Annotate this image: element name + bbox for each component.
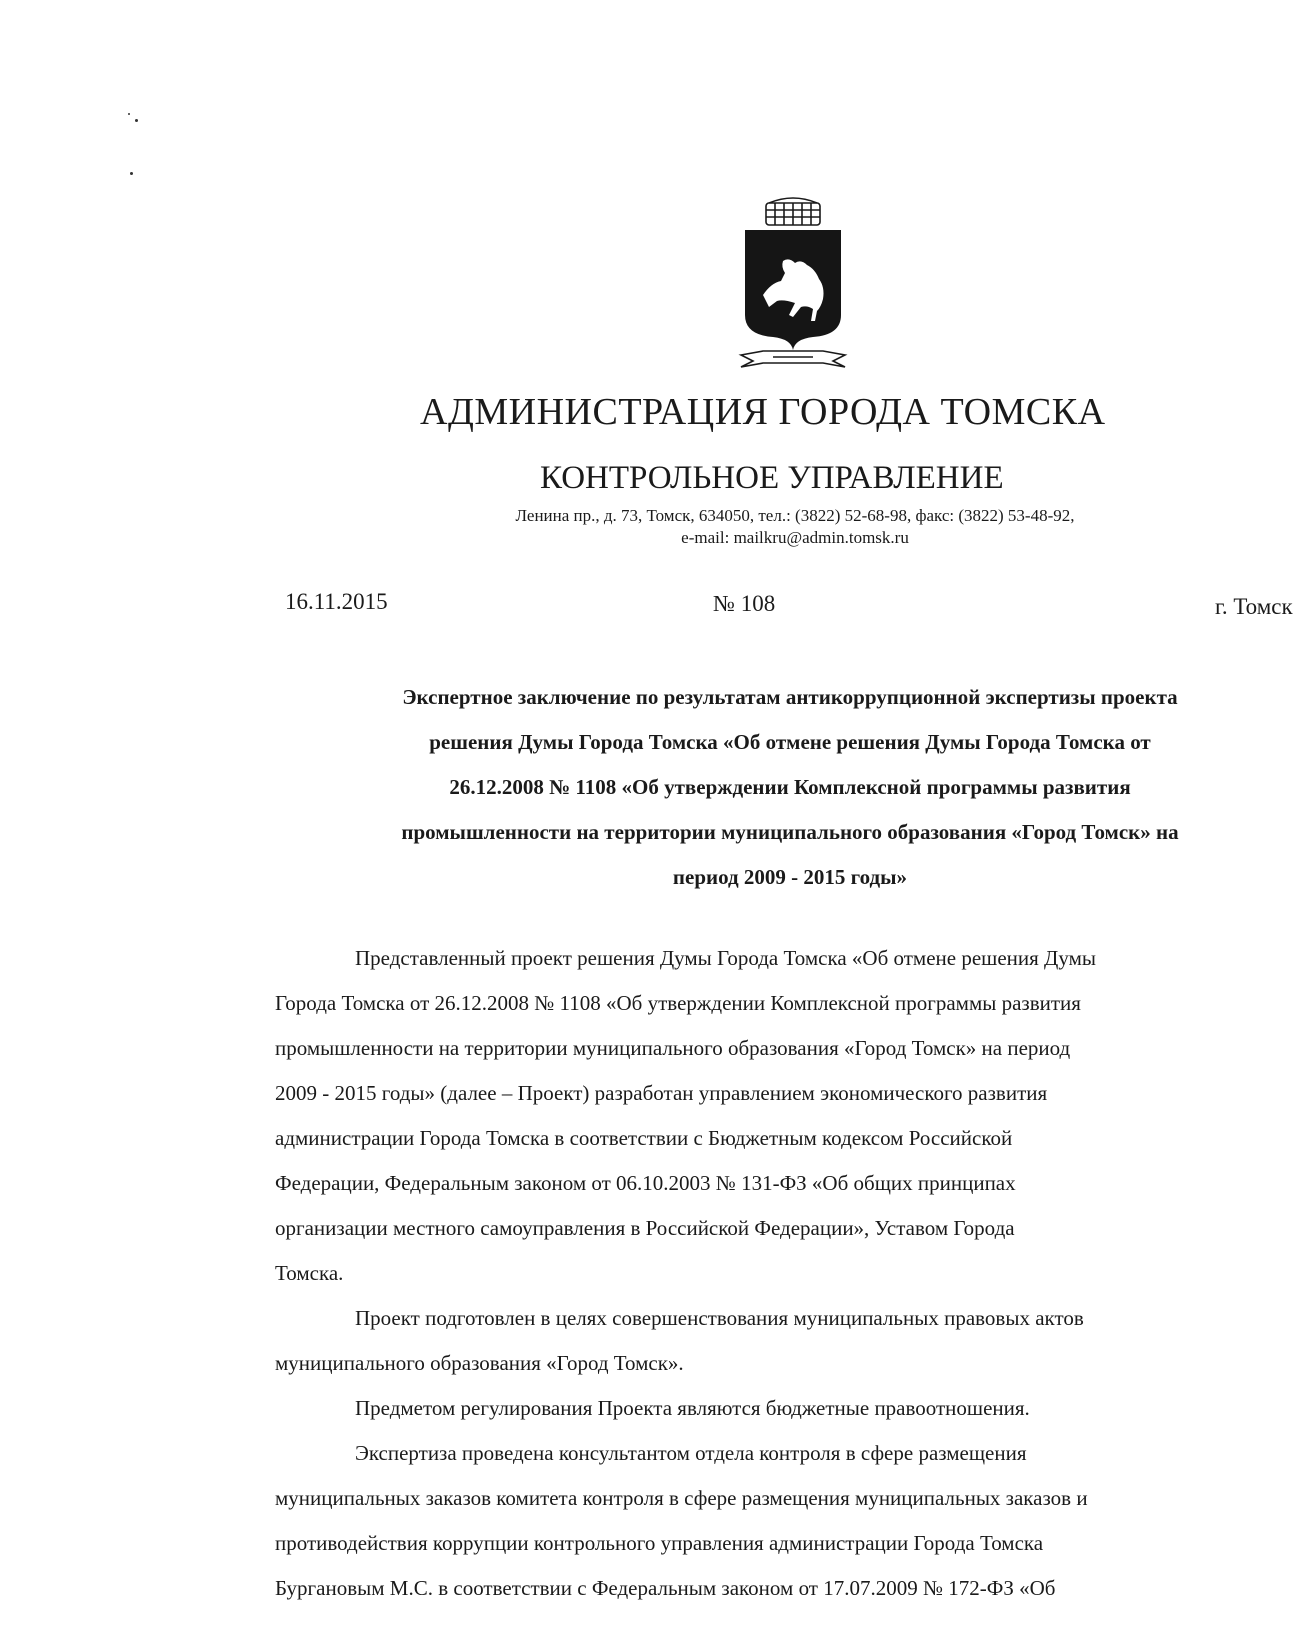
document-date: 16.11.2015 [285, 589, 388, 614]
title-line: 26.12.2008 № 1108 «Об утверждении Комплексной программы развития [449, 775, 1131, 799]
body-line: промышленности на территории муниципального образования «Город Томск» на период [275, 1036, 1071, 1060]
document-title [280, 675, 1300, 900]
body-line: противодействия коррупции контрольного управления администрации Города Томска [275, 1531, 1044, 1555]
org-title: АДМИНИСТРАЦИЯ ГОРОДА ТОМСКА [420, 391, 1106, 433]
scan-speck [128, 113, 130, 115]
body-line: Бургановым М.С. в соответствии с Федеральным законом от 17.07.2009 № 172-ФЗ «Об [275, 1576, 1056, 1600]
body-line: администрации Города Томска в соответствии с Бюджетным кодексом Российской [275, 1126, 1013, 1150]
document-number: № 108 [713, 591, 776, 616]
body-line: Экспертиза проведена консультантом отдела контроля в сфере размещения [355, 1441, 1027, 1465]
title-line: промышленности на территории муниципального образования «Город Томск» на [401, 820, 1179, 844]
body-line: Проект подготовлен в целях совершенствования муниципальных правовых актов [355, 1306, 1084, 1330]
department-title: КОНТРОЛЬНОЕ УПРАВЛЕНИЕ [540, 460, 1004, 496]
body-line: Федерации, Федеральным законом от 06.10.2003 № 131-ФЗ «Об общих принципах [275, 1171, 1016, 1195]
title-line: период 2009 - 2015 годы» [672, 865, 908, 889]
paragraph-2 [275, 1296, 1285, 1386]
paragraph-1 [275, 936, 1285, 1296]
scan-speck [130, 172, 133, 175]
email-line: e-mail: mailkru@admin.tomsk.ru [681, 528, 909, 547]
body-line: муниципального образования «Город Томск». [275, 1351, 684, 1375]
contact-block [400, 505, 1190, 549]
tomsk-coat-of-arms-icon [733, 195, 853, 380]
body-line: Представленный проект решения Думы Города Томска «Об отмене решения Думы [355, 946, 1096, 970]
body-line: Томска. [275, 1261, 344, 1285]
paragraph-3 [275, 1386, 1285, 1431]
body-line: Предметом регулирования Проекта являются бюджетные правоотношения. [355, 1396, 1030, 1420]
paragraph-4 [275, 1431, 1285, 1611]
document-city: г. Томск [1215, 594, 1293, 619]
body-line: 2009 - 2015 годы» (далее – Проект) разработан управлением экономического развития [275, 1081, 1048, 1105]
scan-speck [135, 119, 138, 122]
body-line: Города Томска от 26.12.2008 № 1108 «Об утверждении Комплексной программы развития [275, 991, 1081, 1015]
body-line: муниципальных заказов комитета контроля в сфере размещения муниципальных заказов и [275, 1486, 1088, 1510]
body-line: организации местного самоуправления в Российской Федерации», Уставом Города [275, 1216, 1015, 1240]
title-line: Экспертное заключение по результатам антикоррупционной экспертизы проекта [402, 685, 1178, 709]
document-body [275, 936, 1285, 1611]
address-line: Ленина пр., д. 73, Томск, 634050, тел.: (3822) 52-68-98, факс: (3822) 53-48-92, [515, 506, 1075, 525]
title-line: решения Думы Города Томска «Об отмене решения Думы Города Томска от [429, 730, 1151, 754]
